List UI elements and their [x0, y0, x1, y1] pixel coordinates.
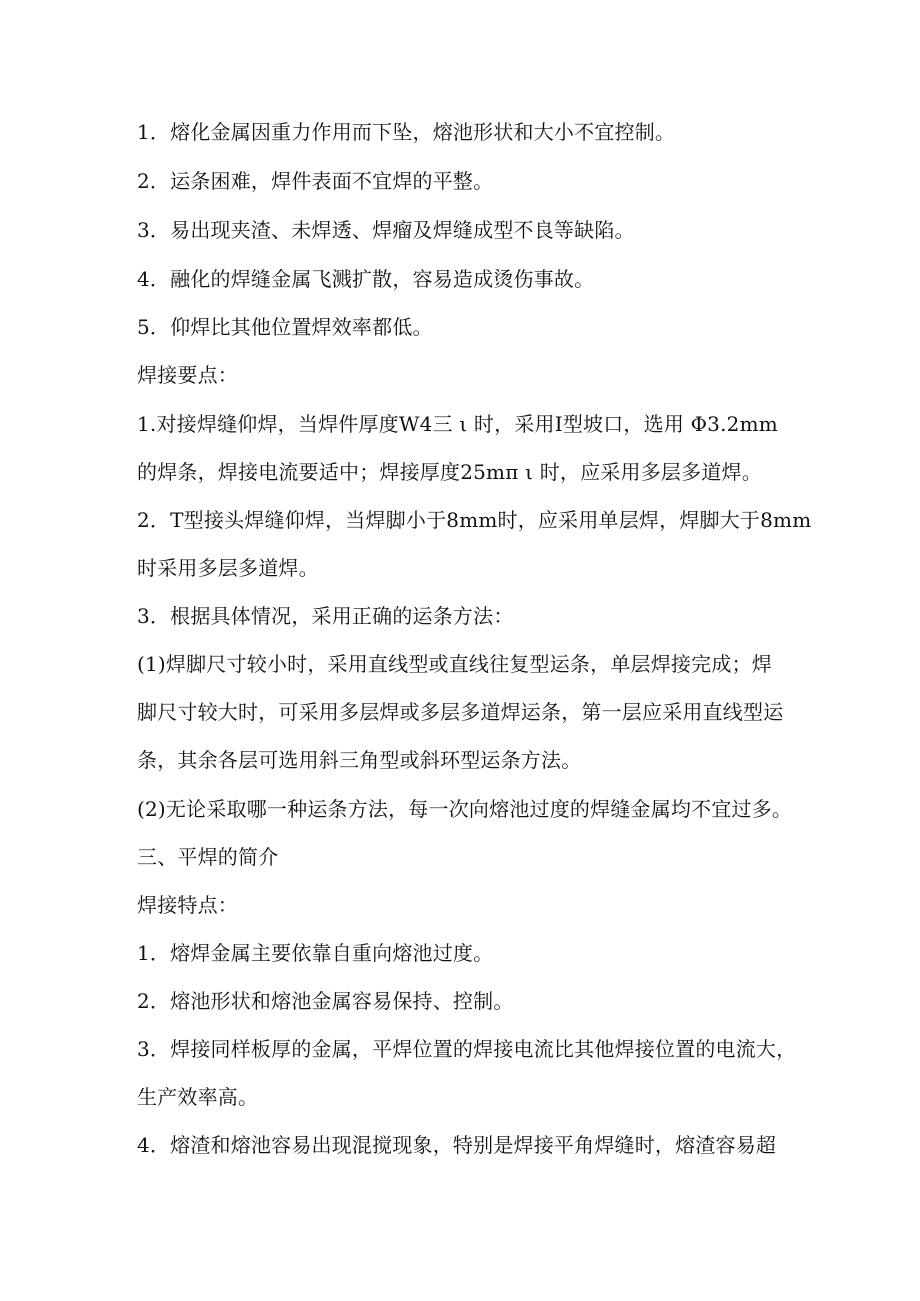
section-heading: 焊接要点： [137, 363, 238, 387]
text-line: 生产效率高。 [137, 1085, 259, 1109]
text-line: 脚尺寸较大时，可采用多层焊或多层多道焊运条，第一层应采用直线型运 [137, 700, 784, 724]
text-line: 3．焊接同样板厚的金属，平焊位置的焊接电流比其他焊接位置的电流大， [137, 1037, 797, 1061]
text-line: 时采用多层多道焊。 [137, 556, 319, 580]
text-line: 1．熔焊金属主要依靠自重向熔池过度。 [137, 941, 494, 965]
text-line: 1．熔化金属因重力作用而下坠，熔池形状和大小不宜控制。 [137, 120, 676, 144]
section-heading: 三、平焊的简介 [137, 845, 279, 869]
text-line: 4．熔渣和熔池容易出现混搅现象，特别是焊接平角焊缝时，熔渣容易超 [137, 1133, 777, 1157]
text-line: 3．根据具体情况，采用正确的运条方法： [137, 604, 514, 628]
text-line: 5．仰焊比其他位置焊效率都低。 [137, 315, 433, 339]
text-line: 2．运条困难，焊件表面不宜焊的平整。 [137, 169, 494, 193]
text-line: (1)焊脚尺寸较小时，采用直线型或直线往复型运条，单层焊接完成；焊 [137, 652, 772, 676]
text-line: 条，其余各层可选用斜三角型或斜环型运条方法。 [137, 748, 582, 772]
section-heading: 焊接特点： [137, 893, 238, 917]
text-line: 1.对接焊缝仰焊，当焊件厚度W4三 ι 时，采用I型坡口，选用 Φ3.2mm [137, 412, 778, 436]
text-line: (2)无论采取哪一种运条方法，每一次向熔池过度的焊缝金属均不宜过多。 [137, 797, 793, 821]
text-line: 4．融化的焊缝金属飞溅扩散，容易造成烫伤事故。 [137, 267, 595, 291]
text-line: 的焊条，焊接电流要适中；焊接厚度25mπ ι 时，应采用多层多道焊。 [137, 460, 762, 484]
text-line: 2．T型接头焊缝仰焊，当焊脚小于8mm时，应采用单层焊，焊脚大于8mm [137, 508, 812, 532]
text-line: 3．易出现夹渣、未焊透、焊瘤及焊缝成型不良等缺陷。 [137, 218, 635, 242]
text-line: 2．熔池形状和熔池金属容易保持、控制。 [137, 989, 514, 1013]
